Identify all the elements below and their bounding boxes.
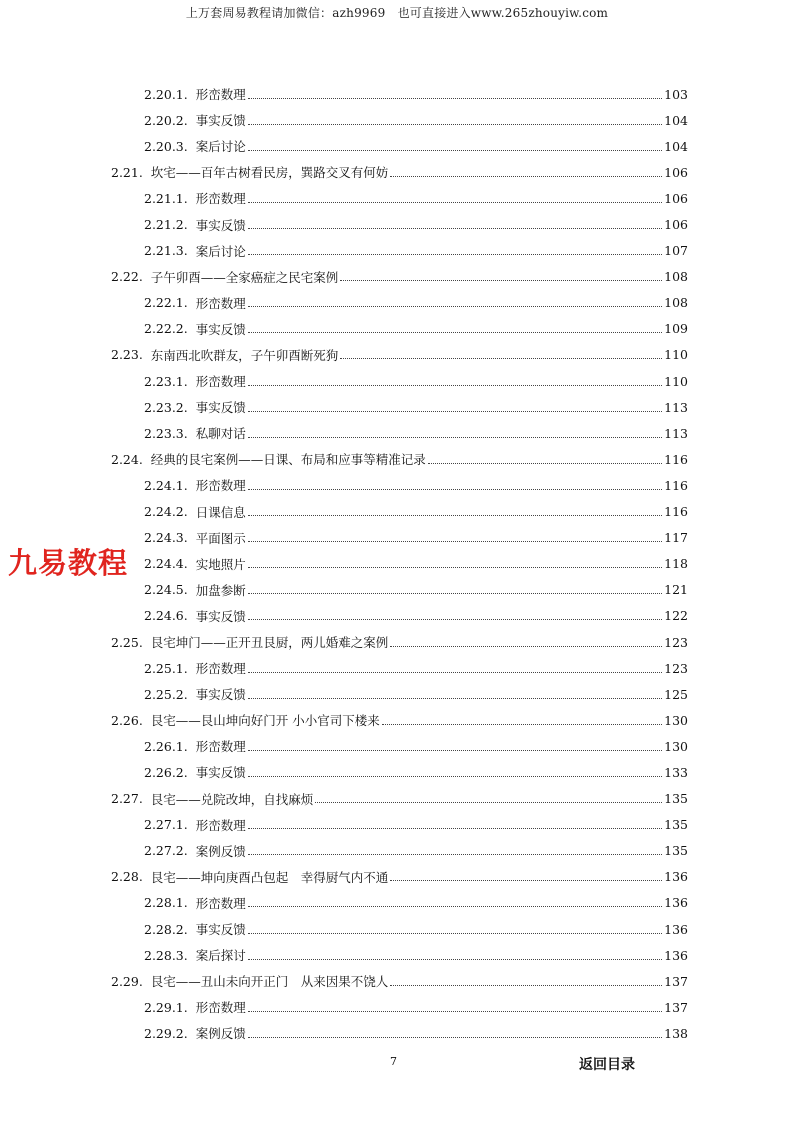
- toc-entry-title: 形峦数理: [195, 661, 246, 677]
- toc-subsection-entry[interactable]: [0, 81, 794, 107]
- toc-entry-title: 事实反馈: [195, 217, 246, 233]
- toc-entry-number: 2.26.2.: [144, 764, 188, 780]
- toc-subsection-entry[interactable]: [0, 942, 794, 968]
- dot-leader: [248, 489, 662, 490]
- toc-entry-number: 2.29.2.: [144, 1025, 188, 1041]
- toc-entry-title: 事实反馈: [195, 321, 246, 337]
- toc-subsection-entry[interactable]: [0, 290, 794, 316]
- toc-entry-page: 123: [664, 634, 688, 650]
- toc-subsection-entry[interactable]: [0, 655, 794, 681]
- toc-entry-title: 坎宅——百年古树看民房，巽路交叉有何妨: [150, 165, 389, 181]
- toc-entry-page: 110: [664, 347, 688, 363]
- toc-entry-page: 106: [664, 217, 688, 233]
- toc-entry-title: 案例反馈: [195, 1026, 246, 1042]
- toc-subsection-entry[interactable]: [0, 838, 794, 864]
- toc-entry-page: 116: [664, 451, 688, 467]
- toc-subsection-entry[interactable]: [0, 394, 794, 420]
- toc-entry-page: 117: [664, 530, 688, 546]
- dot-leader: [248, 150, 662, 151]
- toc-entry-page: 108: [664, 295, 688, 311]
- toc-entry-title: 形峦数理: [195, 374, 246, 390]
- toc-section-entry[interactable]: [0, 264, 794, 290]
- toc-entry-title: 艮宅——艮山坤向好门开 小小官司下楼来: [150, 713, 380, 729]
- toc-entry-title: 形峦数理: [195, 87, 246, 103]
- toc-entry-page: 109: [664, 321, 688, 337]
- dot-leader: [248, 854, 662, 855]
- dot-leader: [340, 358, 662, 359]
- dot-leader: [248, 202, 662, 203]
- toc-entry-title: 形峦数理: [195, 895, 246, 911]
- toc-entry-title: 事实反馈: [195, 608, 246, 624]
- toc-entry-title: 私聊对话: [195, 426, 246, 442]
- toc-entry-page: 108: [664, 269, 688, 285]
- toc-entry-number: 2.24.4.: [144, 556, 188, 572]
- toc-entry-page: 136: [664, 869, 688, 885]
- toc-entry-page: 116: [664, 477, 688, 493]
- dot-leader: [248, 541, 662, 542]
- toc-subsection-entry[interactable]: [0, 420, 794, 446]
- toc-subsection-entry[interactable]: [0, 368, 794, 394]
- dot-leader: [390, 646, 662, 647]
- toc-entry-number: 2.21.1.: [144, 190, 188, 206]
- toc-entry-title: 东南西北吹群友，子午卯酉断死狗: [150, 347, 339, 363]
- toc-subsection-entry[interactable]: [0, 681, 794, 707]
- dot-leader: [248, 828, 662, 829]
- toc-entry-number: 2.29.: [111, 973, 143, 989]
- toc-entry-number: 2.28.1.: [144, 895, 188, 911]
- dot-leader: [248, 1011, 662, 1012]
- dot-leader: [248, 672, 662, 673]
- page-header: 上万套周易教程请加微信：azh9969 也可直接进入www.265zhouyiw.com: [185, 6, 609, 20]
- toc-entry-title: 事实反馈: [195, 113, 246, 129]
- toc-entry-title: 案后讨论: [195, 243, 246, 259]
- dot-leader: [248, 933, 662, 934]
- toc-subsection-entry[interactable]: [0, 316, 794, 342]
- toc-entry-page: 130: [664, 712, 688, 728]
- dot-leader: [390, 880, 662, 881]
- toc-entry-page: 106: [664, 164, 688, 180]
- dot-leader: [428, 463, 662, 464]
- toc-entry-number: 2.21.: [111, 164, 143, 180]
- toc-entry-title: 加盘参断: [195, 582, 246, 598]
- toc-entry-number: 2.23.1.: [144, 373, 188, 389]
- toc-entry-number: 2.25.1.: [144, 660, 188, 676]
- toc-entry-page: 118: [664, 556, 688, 572]
- toc-entry-number: 2.24.3.: [144, 530, 188, 546]
- toc-entry-title: 形峦数理: [195, 739, 246, 755]
- toc-entry-title: 平面图示: [195, 530, 246, 546]
- toc-section-entry[interactable]: [0, 864, 794, 890]
- toc-entry-page: 136: [664, 947, 688, 963]
- toc-entry-number: 2.21.2.: [144, 217, 188, 233]
- toc-entry-page: 136: [664, 895, 688, 911]
- toc-entry-page: 103: [664, 86, 688, 102]
- toc-subsection-entry[interactable]: [0, 733, 794, 759]
- toc-section-entry[interactable]: [0, 159, 794, 185]
- toc-subsection-entry[interactable]: [0, 812, 794, 838]
- toc-entry-title: 形峦数理: [195, 1000, 246, 1016]
- toc-entry-page: 106: [664, 190, 688, 206]
- toc-entry-number: 2.20.1.: [144, 86, 188, 102]
- dot-leader: [315, 802, 662, 803]
- dot-leader: [248, 332, 662, 333]
- toc-section-entry[interactable]: [0, 342, 794, 368]
- toc-entry-page: 138: [664, 1025, 688, 1041]
- dot-leader: [248, 437, 662, 438]
- toc-entry-page: 137: [664, 973, 688, 989]
- toc-entry-title: 案后讨论: [195, 139, 246, 155]
- toc-entry-title: 案后探讨: [195, 948, 246, 964]
- dot-leader: [248, 906, 662, 907]
- toc-entry-page: 116: [664, 504, 688, 520]
- dot-leader: [248, 776, 662, 777]
- toc-entry-number: 2.27.2.: [144, 843, 188, 859]
- dot-leader: [248, 593, 662, 594]
- toc-entry-number: 2.27.1.: [144, 817, 188, 833]
- toc-entry-title: 事实反馈: [195, 687, 246, 703]
- toc-entry-title: 形峦数理: [195, 817, 246, 833]
- toc-subsection-entry[interactable]: [0, 994, 794, 1020]
- toc-subsection-entry[interactable]: [0, 1020, 794, 1046]
- toc-entry-title: 事实反馈: [195, 765, 246, 781]
- toc-subsection-entry[interactable]: [0, 107, 794, 133]
- toc-entry-title: 形峦数理: [195, 478, 246, 494]
- toc-entry-page: 125: [664, 686, 688, 702]
- toc-section-entry[interactable]: [0, 446, 794, 472]
- dot-leader: [390, 985, 662, 986]
- toc-entry-title: 艮宅——坤向庚酉凸包起 幸得厨气内不通: [150, 869, 389, 885]
- toc-section-entry[interactable]: [0, 707, 794, 733]
- dot-leader: [382, 724, 662, 725]
- dot-leader: [248, 411, 662, 412]
- back-to-toc-link[interactable]: 返回目录: [579, 1057, 635, 1073]
- dot-leader: [248, 750, 662, 751]
- toc-entry-page: 121: [664, 582, 688, 598]
- toc-entry-page: 135: [664, 817, 688, 833]
- toc-subsection-entry[interactable]: [0, 238, 794, 264]
- dot-leader: [248, 515, 662, 516]
- toc-subsection-entry[interactable]: [0, 185, 794, 211]
- toc-entry-page: 110: [664, 373, 688, 389]
- toc-entry-title: 实地照片: [195, 556, 246, 572]
- toc-entry-number: 2.29.1.: [144, 999, 188, 1015]
- toc-section-entry[interactable]: [0, 629, 794, 655]
- toc-entry-number: 2.28.3.: [144, 947, 188, 963]
- toc-entry-page: 107: [664, 243, 688, 259]
- toc-entry-page: 136: [664, 921, 688, 937]
- toc-entry-title: 案例反馈: [195, 843, 246, 859]
- toc-subsection-entry[interactable]: [0, 211, 794, 237]
- toc-section-entry[interactable]: [0, 968, 794, 994]
- toc-entry-title: 经典的艮宅案例——日课、布局和应事等精准记录: [150, 452, 426, 468]
- dot-leader: [248, 619, 662, 620]
- toc-entry-title: 事实反馈: [195, 922, 246, 938]
- toc-entry-number: 2.28.2.: [144, 921, 188, 937]
- toc-entry-title: 艮宅——丑山未向开正门 从来因果不饶人: [150, 974, 389, 990]
- toc-entry-title: 艮宅坤门——正开丑艮厨，两儿婚难之案例: [150, 635, 389, 651]
- toc-entry-page: 135: [664, 791, 688, 807]
- toc-entry-number: 2.27.: [111, 791, 143, 807]
- toc-entry-page: 113: [664, 399, 688, 415]
- toc-entry-page: 104: [664, 112, 688, 128]
- toc-entry-page: 122: [664, 608, 688, 624]
- toc-entry-page: 113: [664, 425, 688, 441]
- toc-entry-page: 133: [664, 764, 688, 780]
- toc-entry-number: 2.23.3.: [144, 425, 188, 441]
- toc-entry-title: 日课信息: [195, 504, 246, 520]
- toc-entry-title: 形峦数理: [195, 191, 246, 207]
- dot-leader: [248, 1037, 662, 1038]
- toc-entry-title: 子午卯酉——全家癌症之民宅案例: [150, 269, 339, 285]
- watermark-logo: 九易教程: [8, 546, 129, 580]
- page-number: 7: [390, 1055, 397, 1068]
- toc-entry-number: 2.21.3.: [144, 243, 188, 259]
- dot-leader: [248, 98, 662, 99]
- toc-section-entry[interactable]: [0, 786, 794, 812]
- toc-entry-page: 123: [664, 660, 688, 676]
- toc-entry-title: 形峦数理: [195, 295, 246, 311]
- toc-entry-page: 137: [664, 999, 688, 1015]
- toc-subsection-entry[interactable]: [0, 133, 794, 159]
- dot-leader: [248, 306, 662, 307]
- toc-subsection-entry[interactable]: [0, 499, 794, 525]
- toc-subsection-entry[interactable]: [0, 472, 794, 498]
- dot-leader: [248, 385, 662, 386]
- toc-entry-number: 2.20.2.: [144, 112, 188, 128]
- toc-entry-number: 2.26.1.: [144, 738, 188, 754]
- dot-leader: [248, 228, 662, 229]
- toc-entry-number: 2.25.2.: [144, 686, 188, 702]
- toc-entry-number: 2.23.: [111, 347, 143, 363]
- toc-entry-number: 2.24.2.: [144, 504, 188, 520]
- toc-subsection-entry[interactable]: [0, 603, 794, 629]
- toc-subsection-entry[interactable]: [0, 759, 794, 785]
- dot-leader: [390, 176, 662, 177]
- toc-entry-number: 2.26.: [111, 712, 143, 728]
- toc-entry-number: 2.24.1.: [144, 477, 188, 493]
- toc-entry-number: 2.25.: [111, 634, 143, 650]
- toc-entry-number: 2.22.: [111, 269, 143, 285]
- toc-entry-number: 2.24.: [111, 451, 143, 467]
- dot-leader: [248, 698, 662, 699]
- dot-leader: [248, 959, 662, 960]
- toc-subsection-entry[interactable]: [0, 916, 794, 942]
- dot-leader: [248, 567, 662, 568]
- toc-entry-title: 艮宅——兑院改坤，自找麻烦: [150, 791, 314, 807]
- toc-entry-number: 2.28.: [111, 869, 143, 885]
- dot-leader: [248, 124, 662, 125]
- toc-entry-page: 104: [664, 138, 688, 154]
- toc-entry-number: 2.22.2.: [144, 321, 188, 337]
- toc-subsection-entry[interactable]: [0, 890, 794, 916]
- toc-entry-number: 2.23.2.: [144, 399, 188, 415]
- toc-entry-page: 135: [664, 843, 688, 859]
- toc-entry-number: 2.20.3.: [144, 138, 188, 154]
- toc-entry-title: 事实反馈: [195, 400, 246, 416]
- dot-leader: [340, 280, 662, 281]
- dot-leader: [248, 254, 662, 255]
- toc-entry-page: 130: [664, 738, 688, 754]
- toc-entry-number: 2.24.5.: [144, 582, 188, 598]
- toc-entry-number: 2.22.1.: [144, 295, 188, 311]
- toc-entry-number: 2.24.6.: [144, 608, 188, 624]
